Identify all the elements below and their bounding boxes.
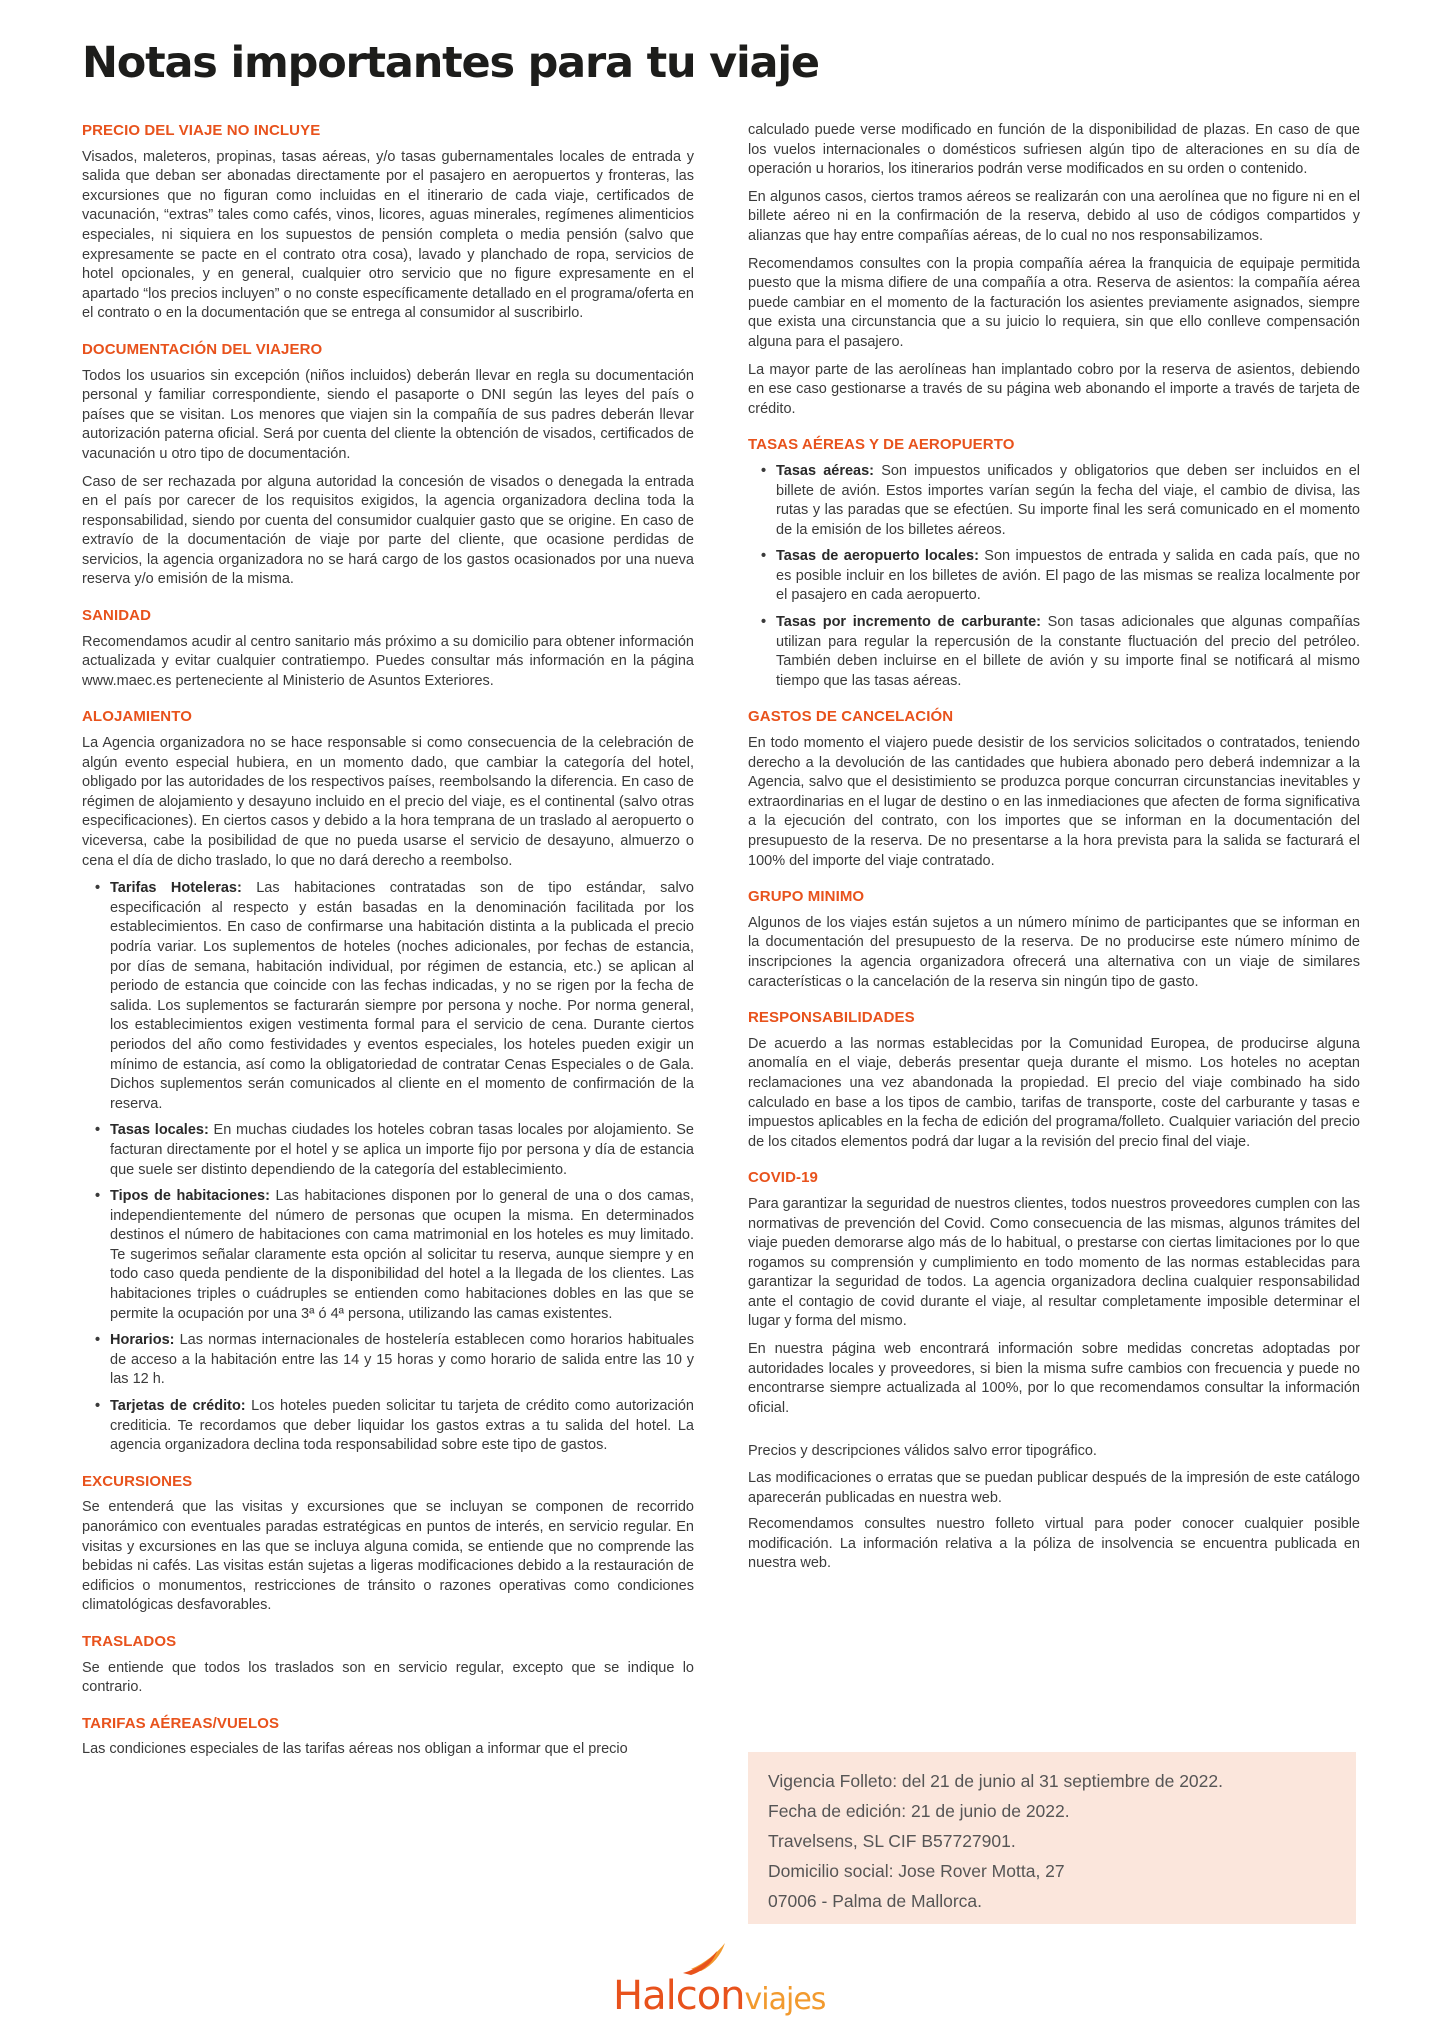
right-column [748, 121, 1360, 1581]
section-heading: ALOJAMIENTO [82, 708, 192, 726]
section [82, 121, 694, 324]
section-paragraph: Para garantizar la seguridad de nuestros clientes, todos nuestros proveedores cumplen con las normativas de prevención del Covid. Como consecuencia de las mismas, algunos trámites del viaje pueden demorarse algo más de lo habitual, o prestarse con ciertas limitaciones por lo que rogamos su comprensión y cumplimiento en todo momento de las normas establecidas para garantizar la seguridad de todos. La agencia organizadora declina cualquier responsabilidad ante el contagio de covid durante el viaje, al resultar completamente imposible determinar el lugar y forma del mismo. [748, 1195, 1360, 1330]
section-paragraph: calculado puede verse modificado en función de la disponibilidad de plazas. En caso de que los vuelos internacionales o domésticos sufriesen algún tipo de alteraciones en su día de operación u horarios, los itinerarios podrán verse modificados en su orden o contenido. [748, 122, 1360, 178]
section [82, 606, 694, 691]
section-paragraph: De acuerdo a las normas establecidas por la Comunidad Europea, de producirse alguna anomalía en el viaje, deberás presentar queja durante el mismo. Los hoteles no aceptan reclamaciones una vez abandonada la propiedad. El precio del viaje combinado ha sido calculado en base a los tipos de cambio, tarifas de transporte, coste del carburante y tasas e impuestos aplicables en la fecha de edición del programa/folleto. Cualquier variación del precio de los citados elementos podrá dar lugar a la revisión del precio final del viaje. [748, 1035, 1360, 1150]
section-heading: TRASLADOS [82, 1632, 177, 1650]
note-line: Precios y descripciones válidos salvo error tipográfico. [748, 1443, 1097, 1460]
page-title: Notas importantes para tu viaje [82, 38, 819, 88]
section-heading: TARIFAS AÉREAS/VUELOS [82, 1714, 280, 1732]
note-line: Las modificaciones o erratas que se puedan publicar después de la impresión de este catálogo aparecerán publicadas en nuestra web. [748, 1470, 1360, 1506]
section-heading: GRUPO MINIMO [748, 888, 865, 906]
bullet-item [110, 1121, 694, 1180]
brochure-info-box [748, 1752, 1356, 1924]
bullet-label: Tasas de aeropuerto locales: [776, 548, 979, 565]
section [748, 707, 1360, 871]
section [748, 435, 1360, 691]
bullet-list [82, 879, 694, 1456]
section-paragraph: En nuestra página web encontrará información sobre medidas concretas adoptadas por autoridades locales y proveedores, si bien la misma sufre cambios con frecuencia y puede no encontrarse siempre actualizada al 100%, por lo que recomendamos consultar la información oficial. [748, 1341, 1360, 1416]
flights-continued [748, 121, 1360, 419]
info-line: Domicilio social: Jose Rover Motta, 27 [768, 1861, 1065, 1881]
bullet-label: Tasas por incremento de carburante: [776, 614, 1041, 631]
section-paragraph: Recomendamos consultes con la propia compañía aérea la franquicia de equipaje permitida puesto que la misma difiere de una compañía a otra. Reserva de asientos: la compañía aérea puede cambiar en el momento de la facturación los asientes previamente asignados, siempre que exista una circunstancia que a su juicio lo requiera, sin que ello conlleve compensación alguna para el pasajero. [748, 255, 1360, 350]
bullet-label: Tarifas Hoteleras: [110, 880, 242, 897]
bullet-item [110, 1397, 694, 1456]
bullet-item [110, 879, 694, 1114]
section-heading: EXCURSIONES [82, 1472, 193, 1490]
section-paragraph: La Agencia organizadora no se hace responsable si como consecuencia de la celebración de algún evento especial hubiera, en un momento dado, que cambiar la categoría del hotel, obligado por las autoridades de los respectivos países, reembolsando la diferencia. En caso de régimen de alojamiento y desayuno incluido en el precio del viaje, es el continental (salvo otras especificaciones). En ciertos casos y debido a la hora temprana de un traslado al aeropuerto o viceversa, cabe la posibilidad de que no pueda usarse el servicio de desayuno, almuerzo o cena el día de dicho traslado, lo que no dará derecho a reembolso. [82, 735, 694, 869]
section-heading: GASTOS DE CANCELACIÓN [748, 708, 954, 726]
section [82, 340, 694, 590]
bullet-item [110, 1331, 694, 1390]
bullet-label: Tipos de habitaciones: [110, 1188, 270, 1205]
section [748, 887, 1360, 992]
section-paragraph: Caso de ser rechazada por alguna autoridad la concesión de visados o denegada la entrada en el país por carecer de los requisitos exigidos, la agencia organizadora declina toda la responsabilidad, siendo por cuenta del consumidor cualquier gasto que se origine. En caso de extravío de la documentación de viaje por parte del cliente, que ocasione perdidas de servicios, la agencia organizadora no se hará cargo de los gastos ocasionados por una nueva reserva y/o emisión de la misma. [82, 473, 694, 588]
info-line: Travelsens, SL CIF B57727901. [768, 1831, 1016, 1851]
section-heading: SANIDAD [82, 607, 152, 625]
section-heading: COVID-19 [748, 1169, 818, 1187]
left-column [82, 121, 694, 1776]
logo-suffix: viajes [744, 1982, 826, 2017]
bullet-text: En muchas ciudades los hoteles cobran tasas locales por alojamiento. Se facturan directamente por el hotel y se aplica un importe fijo por persona y día de estancia que suele ser distinto dependiendo de la categoría del establecimiento. [110, 1122, 694, 1178]
section [82, 1472, 694, 1616]
section-heading: TASAS AÉREAS Y DE AEROPUERTO [748, 436, 1015, 454]
bullet-text: Las habitaciones contratadas son de tipo estándar, salvo especificación al respecto y están basadas en la denominación facilitada por los establecimientos. En caso de confirmarse una habitación distinta a la publicada el precio podría variar. Los suplementos de hoteles (noches adicionales, por fechas de estancia, por días de semana, habitación individual, por régimen de estancia, etc.) se aplican al periodo de estancia que coincide con las fechas indicadas, y no se rigen por la fecha de salida. Los suplementos se facturarán siempre por persona y noche. Por norma general, los establecimientos exigen vestimenta formal para el servicio de cena. Durante ciertos periodos del año como festividades y eventos especiales, los hoteles pueden exigir un mínimo de estancia, así como la obligatoriedad de contratar Cenas Especiales o de Gala. Dichos suplementos serán comunicados al cliente en el momento de confirmación de la reserva. [110, 880, 694, 1112]
bullet-item [776, 613, 1360, 691]
logo-wordmark [613, 1973, 825, 2019]
bullet-item [776, 462, 1360, 540]
section-heading: PRECIO DEL VIAJE NO INCLUYE [82, 122, 321, 139]
section [748, 1008, 1360, 1152]
bullet-text: Son impuestos de entrada y salida en cada país, que no es posible incluir en los billetes de avión. El pago de las mismas se realiza localmente por el pasajero en cada aeropuerto. [776, 548, 1360, 604]
bullet-item [776, 547, 1360, 606]
section-paragraph: Algunos de los viajes están sujetos a un número mínimo de participantes que se informan en la documentación del presupuesto de la reserva. De no producirse este número mínimo de inscripciones la agencia organizadora ofrecerá una alternativa con un viaje de similares características o la cancelación de la reserva sin ningún tipo de gasto. [748, 914, 1360, 990]
bullet-text: Las habitaciones disponen por lo general de una o dos camas, independientemente del número de personas que ocupen la misma. En determinados destinos el número de habitaciones con cama matrimonial en los hoteles es muy limitado. Te sugerimos señalar claramente esta opción al solicitar tu reserva, aunque siempre y en todo caso queda pendiente de la disponibilidad del hotel a la llegada de los clientes. Las habitaciones triples o cuádruples se entienden como habitaciones dobles en las que se permite la ocupación por una 3ª ó 4ª persona, utilizando las camas existentes. [110, 1188, 694, 1322]
section-paragraph: Se entiende que todos los traslados son en servicio regular, excepto que se indique lo contrario. [82, 1659, 694, 1696]
section-paragraph: Se entenderá que las visitas y excursiones que se incluyan se componen de recorrido panorámico con eventuales paradas estratégicas en puntos de interés, en servicio regular. En visitas y excursiones en las que se incluya alguna comida, se entiende que no comprende las bebidas ni cafés. Las visitas están sujetas a ligeras modificaciones debido a la restauración de edificios o monumentos, restricciones de tránsito o razones operativas como condiciones climatológicas desfavorables. [82, 1499, 694, 1614]
bullet-text: Son impuestos unificados y obligatorios que deben ser incluidos en el billete de avión. Estos importes varían según la fecha del viaje, el cambio de divisa, las rutas y las paradas que se efectúen. Su importe final les será comunicado en el momento de la emisión de los billetes aéreos. [776, 462, 1361, 538]
section-paragraph: En algunos casos, ciertos tramos aéreos se realizarán con una aerolínea que no figure ni en el billete aéreo ni en la confirmación de la reserva, debido al uso de códigos compartidos y alianzas que hay entre compañías aéreas, de lo cual no nos responsabilizamos. [748, 188, 1360, 244]
section-heading: RESPONSABILIDADES [748, 1009, 915, 1027]
bullet-label: Tarjetas de crédito: [110, 1398, 246, 1415]
section-paragraph: En todo momento el viajero puede desistir de los servicios solicitados o contratados, teniendo derecho a la devolución de las cantidades que hubiera abonado pero deberá indemnizar a la Agencia, salvo que el desistimiento se produzca porque concurran circunstancias inevitables y extraordinarias en el lugar de destino o en las inmediaciones que afecten de forma significativa a la ejecución del contrato, con los importes que se informan en la documentación del presupuesto de la reserva. De no presentarse a la hora prevista para la salida se facturará el 100% del importe del viaje contratado. [748, 735, 1360, 869]
section [82, 707, 694, 1455]
bullet-item [110, 1187, 694, 1324]
section-paragraph: Recomendamos acudir al centro sanitario más próximo a su domicilio para obtener información actualizada y evitar cualquier contratiempo. Puedes consultar más información en la página www.maec.es perteneciente al Ministerio de Asuntos Exteriores. [82, 633, 694, 689]
info-line: 07006 - Palma de Mallorca. [768, 1891, 982, 1911]
section-paragraph: Todos los usuarios sin excepción (niños incluidos) deberán llevar en regla su documentación personal y familiar correspondiente, siendo el pasaporte o DNI según las leyes del país o países que se visitan. Los menores que viajen sin la compañía de sus padres deberán llevar autorización paterna oficial. Será por cuenta del cliente la obtención de visados, certificados de vacunación u otro tipo de documentación. [82, 367, 694, 462]
info-line: Vigencia Folleto: del 21 de junio al 31 septiembre de 2022. [768, 1771, 1223, 1791]
section-heading: DOCUMENTACIÓN DEL VIAJERO [82, 340, 323, 358]
bullet-text: Las normas internacionales de hostelería establecen como horarios habituales de acceso a la habitación entre las 14 y 15 horas y como horario de salida entre las 10 y las 12 h. [110, 1332, 694, 1388]
bullet-list [748, 462, 1360, 692]
note-line: Recomendamos consultes nuestro folleto virtual para poder conocer cualquier posible modificación. La información relativa a la póliza de insolvencia se encuentra publicada en nuestra web. [748, 1516, 1360, 1572]
section-paragraph: La mayor parte de las aerolíneas han implantado cobro por la reserva de asientos, debiendo en ese caso gestionarse a través de su página web abonando el importe a través de tarjeta de crédito. [748, 361, 1360, 417]
bullet-text: Los hoteles pueden solicitar tu tarjeta de crédito como autorización crediticia. Te recordamos que deber liquidar los gastos extras a tu salida del hotel. La agencia organizadora declina toda responsabilidad sobre este tipo de gastos. [110, 1398, 694, 1454]
bullet-text: Son tasas adicionales que algunas compañías utilizan para regular la repercusión de la constante fluctuación del precio del petróleo. También deben incluirse en el billete de avión y su importe final se notificará al mismo tiempo que las tasas aéreas. [776, 614, 1361, 689]
section-paragraph: Visados, maleteros, propinas, tasas aéreas, y/o tasas gubernamentales locales de entrada y salida que deban ser abonadas directamente por el pasajero en aeropuertos y fronteras, las excursiones que no figuran como incluidas en el itinerario de cada viaje, certificados de vacunación, “extras” tales como cafés, vinos, licores, aguas minerales, regímenes alimenticios especiales, ni siquiera en los supuestos de pensión completa o media pensión (salvo que expresamente se pacte en el contrato otra cosa), lavado y planchado de ropa, servicios de hotel opcionales, y en general, cualquier otro servicio que no figure expresamente en el apartado “los precios incluyen” o no conste específicamente detallado en el programa/oferta en el contrato o en la documentación que se entrega al consumidor al suscribirlo. [82, 148, 694, 322]
section [82, 1632, 694, 1698]
section-paragraph: Las condiciones especiales de las tarifas aéreas nos obligan a informar que el precio [82, 1741, 628, 1758]
closing-notes [748, 1442, 1360, 1574]
right-sections [748, 435, 1360, 1418]
logo-brand: Halcon [613, 1973, 745, 2019]
bullet-label: Tasas aéreas: [776, 462, 875, 479]
bullet-label: Horarios: [110, 1332, 175, 1349]
section [748, 1168, 1360, 1418]
halcon-viajes-logo [613, 1943, 845, 2023]
bullet-label: Tasas locales: [110, 1122, 209, 1139]
info-line: Fecha de edición: 21 de junio de 2022. [768, 1801, 1070, 1821]
section [82, 1714, 694, 1760]
